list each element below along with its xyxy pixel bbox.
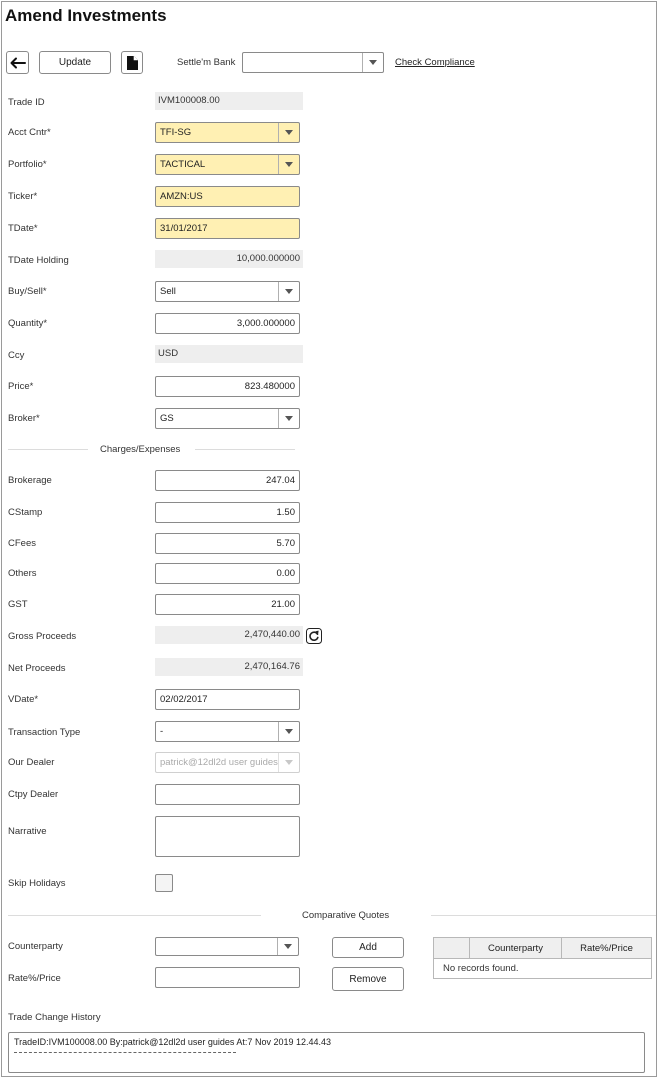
skip-holidays-label: Skip Holidays (8, 878, 66, 889)
price-label: Price* (8, 381, 34, 392)
trade-history-entry: TradeID:IVM100008.00 By:patrick@12dl2d user guides At:7 Nov 2019 12.44.43 (14, 1037, 331, 1047)
quotes-section-title: Comparative Quotes (302, 910, 390, 921)
rate-price-input[interactable] (155, 967, 300, 988)
empty-table-message: No records found. (443, 963, 519, 974)
select-column-header[interactable] (434, 938, 470, 959)
section-divider (195, 449, 295, 450)
ctpy-dealer-label: Ctpy Dealer (8, 789, 59, 800)
trade-id-label: Trade ID (8, 97, 45, 108)
narrative-label: Narrative (8, 826, 47, 837)
chevron-down-icon[interactable] (278, 155, 299, 174)
chevron-down-icon[interactable] (278, 722, 299, 741)
cfees-label: CFees (8, 538, 36, 549)
cstamp-label: CStamp (8, 507, 43, 518)
counterparty-column-header[interactable]: Counterparty (470, 938, 562, 959)
section-divider (8, 449, 88, 450)
chevron-down-icon[interactable] (277, 938, 298, 955)
buy-sell-select[interactable] (155, 281, 300, 302)
charges-section-title: Charges/Expenses (100, 444, 181, 455)
back-button[interactable] (6, 51, 29, 74)
arrow-left-icon (10, 57, 26, 69)
gst-input[interactable]: 21.00 (155, 594, 300, 615)
settle-bank-label: Settle'm Bank (177, 57, 236, 68)
trade-history-label: Trade Change History (8, 1012, 101, 1023)
buy-sell-label: Buy/Sell* (8, 286, 47, 297)
gross-proceeds-value: 2,470,440.00 (155, 626, 303, 644)
gross-proceeds-label: Gross Proceeds (8, 631, 77, 642)
tdate-label: TDate* (8, 223, 38, 234)
cfees-input[interactable]: 5.70 (155, 533, 300, 554)
vdate-label: VDate* (8, 694, 39, 705)
brokerage-input[interactable]: 247.04 (155, 470, 300, 491)
refresh-icon[interactable] (306, 628, 322, 644)
chevron-down-icon[interactable] (362, 53, 383, 72)
section-divider (431, 915, 656, 916)
vdate-input[interactable]: 02/02/2017 (155, 689, 300, 710)
others-label: Others (8, 568, 37, 579)
chevron-down-icon (278, 753, 299, 772)
rate-price-column-header[interactable]: Rate%/Price (580, 943, 633, 954)
chevron-down-icon[interactable] (278, 123, 299, 142)
acct-cntr-value: TFI-SG (160, 127, 192, 138)
update-button[interactable]: Update (39, 51, 111, 74)
transaction-type-label: Transaction Type (8, 727, 81, 738)
tdate-input[interactable]: 31/01/2017 (155, 218, 300, 239)
portfolio-label: Portfolio* (8, 159, 47, 170)
document-icon (127, 56, 138, 70)
add-quote-button[interactable]: Add (332, 937, 404, 958)
skip-holidays-checkbox[interactable] (155, 874, 173, 892)
brokerage-label: Brokerage (8, 475, 52, 486)
trade-history-box[interactable] (8, 1032, 645, 1073)
ctpy-dealer-input[interactable] (155, 784, 300, 805)
net-proceeds-value: 2,470,164.76 (155, 658, 303, 676)
our-dealer-label: Our Dealer (8, 757, 55, 768)
gst-label: GST (8, 599, 28, 610)
chevron-down-icon[interactable] (278, 282, 299, 301)
narrative-textarea[interactable] (155, 816, 300, 857)
net-proceeds-label: Net Proceeds (8, 663, 66, 674)
our-dealer-value: patrick@12dl2d user guides (160, 757, 278, 768)
broker-select[interactable] (155, 408, 300, 429)
remove-quote-button[interactable]: Remove (332, 967, 404, 991)
quantity-label: Quantity* (8, 318, 48, 329)
acct-cntr-label: Acct Cntr* (8, 127, 51, 138)
ticker-input[interactable]: AMZN:US (155, 186, 300, 207)
quotes-table (433, 937, 652, 979)
acct-cntr-select[interactable] (155, 122, 300, 143)
section-divider (8, 915, 261, 916)
tdate-holding-value: 10,000.000000 (155, 250, 303, 268)
check-compliance-link[interactable]: Check Compliance (395, 57, 475, 68)
history-divider (14, 1052, 236, 1053)
quantity-input[interactable]: 3,000.000000 (155, 313, 300, 334)
quotes-table-header (434, 938, 651, 959)
page-title: Amend Investments (5, 6, 167, 25)
settle-bank-select[interactable] (242, 52, 384, 73)
ccy-value: USD (155, 345, 303, 363)
transaction-type-value: - (160, 726, 164, 737)
counterparty-label: Counterparty (8, 941, 63, 952)
portfolio-select[interactable] (155, 154, 300, 175)
buy-sell-value: Sell (160, 286, 176, 297)
our-dealer-select (155, 752, 300, 773)
trade-id-value: IVM100008.00 (155, 92, 303, 110)
others-input[interactable]: 0.00 (155, 563, 300, 584)
transaction-type-select[interactable] (155, 721, 300, 742)
tdate-holding-label: TDate Holding (8, 255, 69, 266)
price-input[interactable]: 823.480000 (155, 376, 300, 397)
ticker-label: Ticker* (8, 191, 38, 202)
portfolio-value: TACTICAL (160, 159, 206, 170)
rate-price-label: Rate%/Price (8, 973, 61, 984)
broker-value: GS (160, 413, 174, 424)
ccy-label: Ccy (8, 350, 25, 361)
cstamp-input[interactable]: 1.50 (155, 502, 300, 523)
chevron-down-icon[interactable] (278, 409, 299, 428)
counterparty-select[interactable] (155, 937, 299, 956)
document-button[interactable] (121, 51, 143, 74)
broker-label: Broker* (8, 413, 40, 424)
